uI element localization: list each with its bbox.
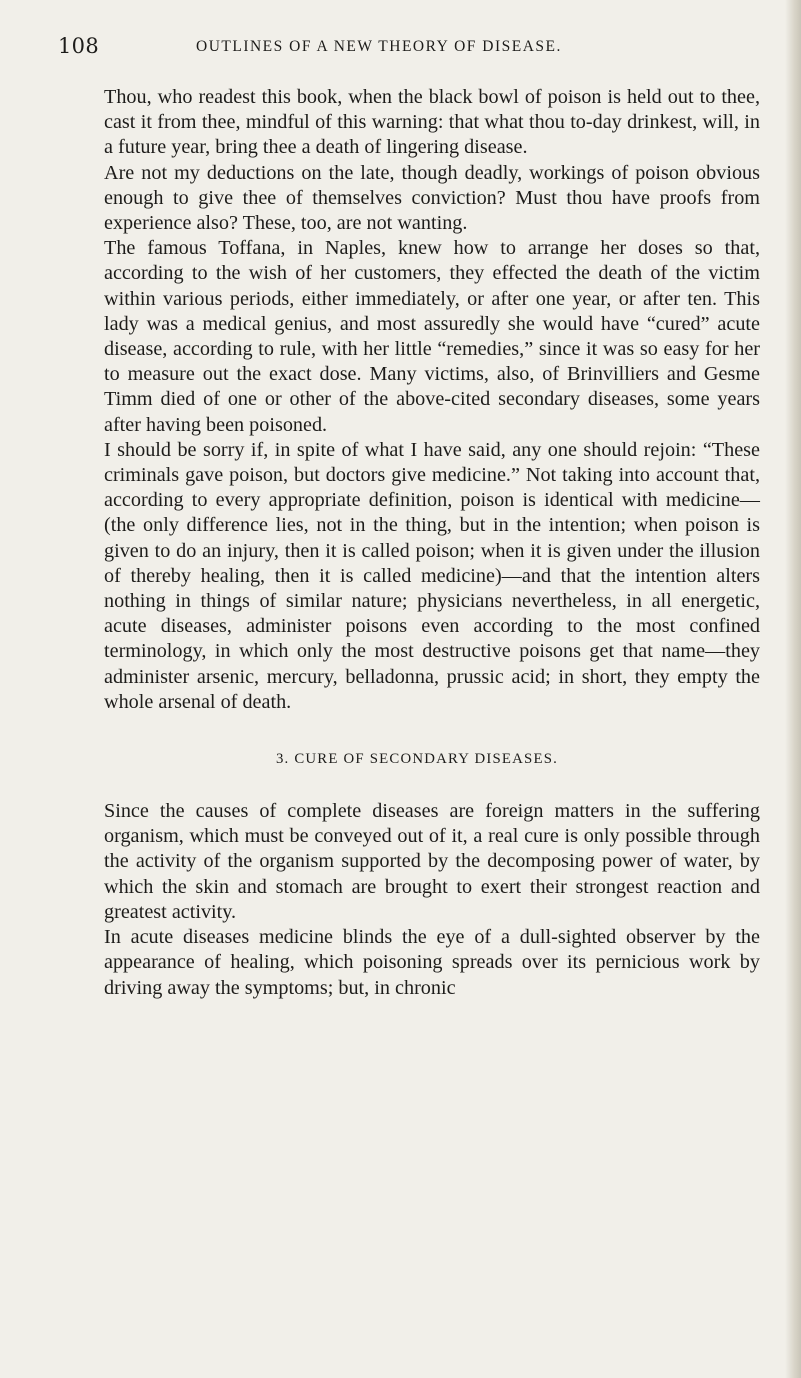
body-text [104, 85, 760, 1001]
paragraph: In acute diseases medicine blinds the eye of a dull-sighted observer by the appearance of healing, which poisoning spreads over its pernicious work by driving away the symptoms; but, in chronic [104, 926, 760, 999]
running-head: OUTLINES OF A NEW THEORY OF DISEASE. [196, 38, 562, 55]
paragraph: Thou, who readest this book, when the black bowl of poison is held out to thee, cast it from thee, mindful of this warning: that what thou to-day drinkest, will, in a future year, bring thee a death of lingering disease. [104, 86, 760, 159]
page-header [58, 34, 738, 58]
paragraph: Since the causes of complete diseases are foreign matters in the suffering organism, which must be conveyed out of it, a real cure is only possible through the activity of the organism supported by the decomposing power of water, by which the skin and stomach are brought to exert their strongest reaction and greatest activity. [104, 800, 760, 923]
section-heading: 3. CURE OF SECONDARY DISEASES. [275, 751, 559, 768]
page-edge-shadow [785, 0, 801, 1378]
page-number: 108 [58, 34, 99, 58]
paragraph: The famous Toffana, in Naples, knew how to arrange her doses so that, according to the wish of her customers, they effected the death of the victim within various periods, either immediately, or after one year, or after ten. This lady was a medical genius, and most assuredly she would have “cured” acute disease, according to rule, with her little “remedies,” since it was so easy for her to measure out the exact dose. Many victims, also, of Brinvilliers and Gesme Timm died of one or other of the above-cited secondary diseases, some years after having been poisoned. [104, 237, 760, 436]
paragraph: I should be sorry if, in spite of what I have said, any one should rejoin: “These criminals gave poison, but doctors give medicine.” Not taking into account that, according to every appropriate definition, poison is identical with medicine—(the only difference lies, not in the thing, but in the intention; when poison is given to do an injury, then it is called poison; when it is given under the illusion of thereby healing, then it is called medicine)—and that the intention alters nothing in things of similar nature; physicians nevertheless, in all energetic, acute diseases, administer poisons even according to the most confined terminology, in which only the most destructive poisons get that name—they administer arsenic, mercury, belladonna, prussic acid; in short, they empty the whole arsenal of death. [104, 438, 760, 713]
paragraph: Are not my deductions on the late, though deadly, workings of poison obvious enough to give thee of themselves conviction? Must thou have proofs from experience also? These, too, are not wanting. [104, 161, 760, 235]
